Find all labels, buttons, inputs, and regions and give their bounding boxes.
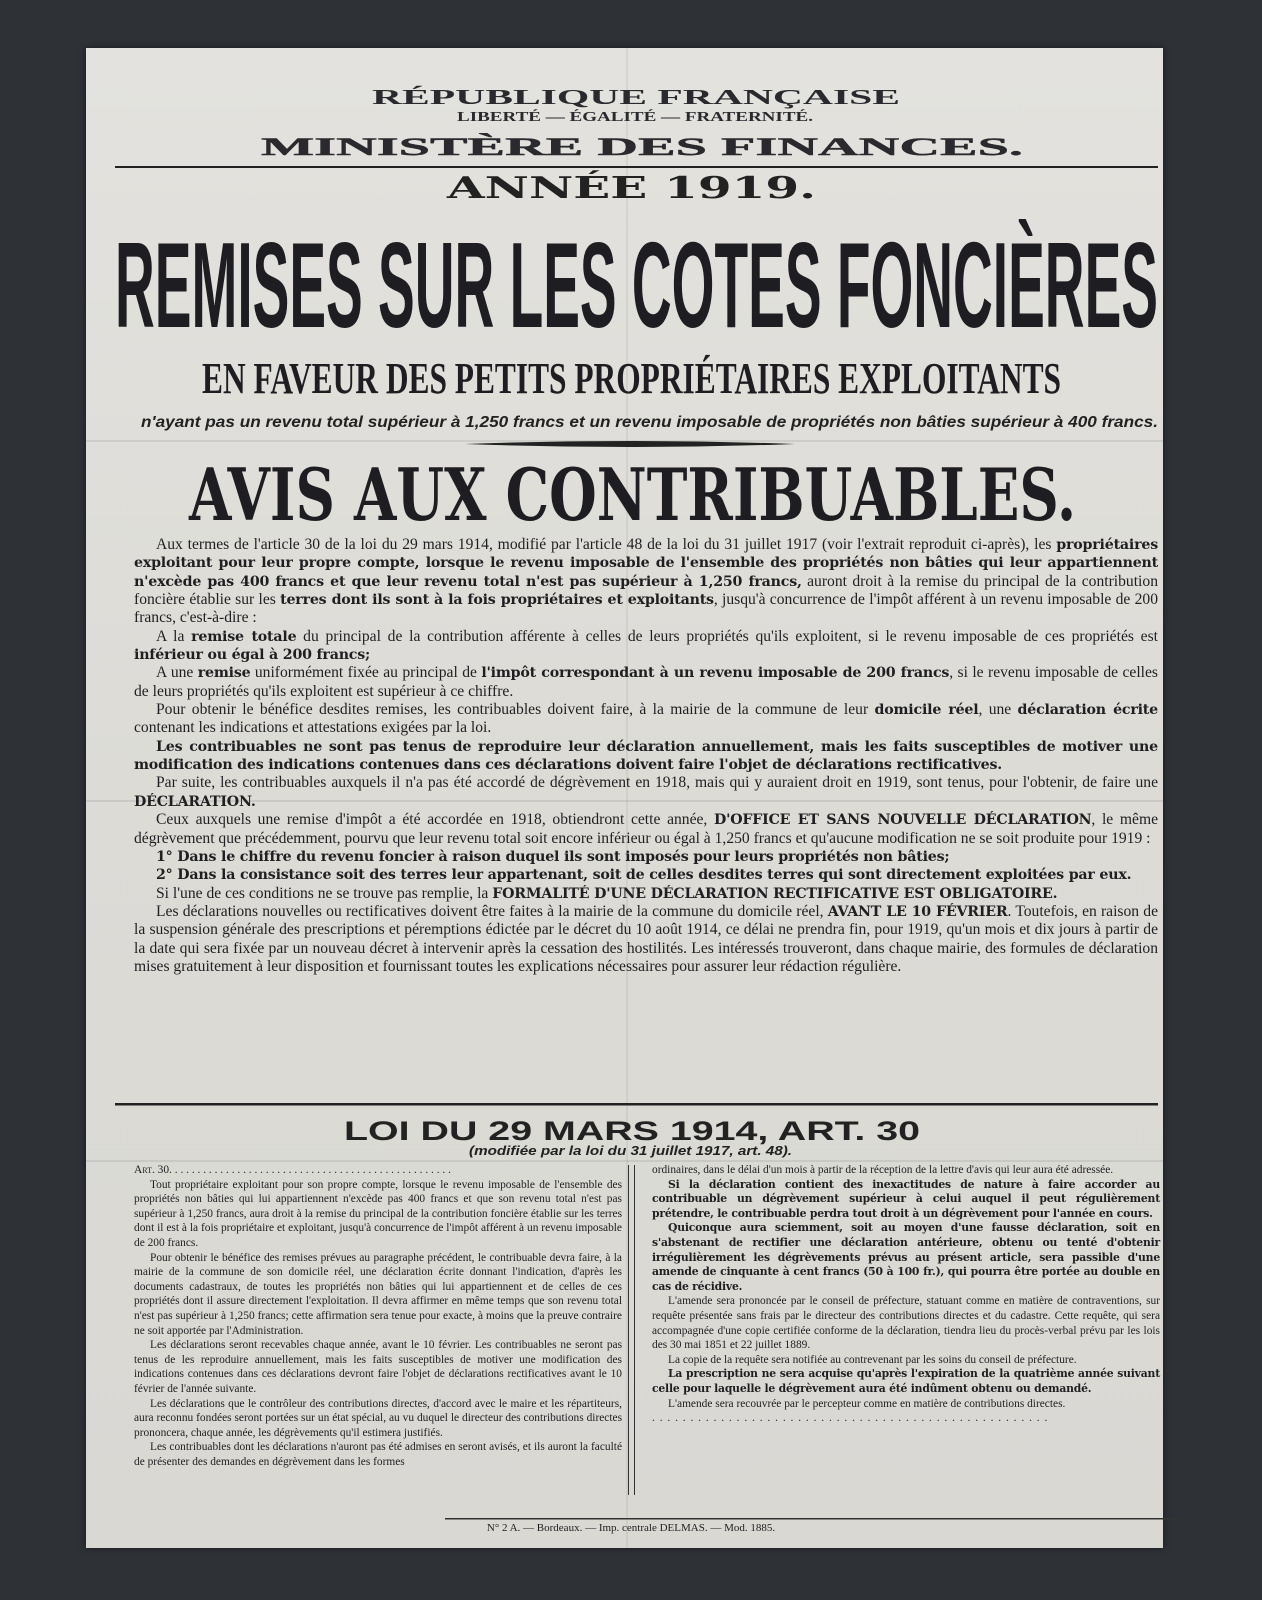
text: Pour obtenir le bénéfice des remises prévues au paragraphe précédent, le contribuable devra faire, à la mairie de la commune de son domicile réel, une déclaration écrite donnant l'indication, d'après les documents cadastraux, de toutes les propriétés non bâties qui lui appartiennent et de celles de ces propriétés dont il assure directement l'exploitation. Il devra affirmer en même temps que son revenu total n'est pas supérieur à 1,250 francs; cette affirmation sera tenue pour exacte, à moins que la preuve contraire ne soit apportée par l'Administration. [134, 1251, 622, 1337]
text: Tout propriétaire exploitant pour son propre compte, lorsque le revenu imposable de l'ensemble des propriétés non bâties qui lui appartiennent n'excède pas 400 francs et que son revenu total n'est pas supérieur à 1,250 francs, aura droit à la remise du principal de la contribution foncière établie sur les terres dont il est à la fois propriétaire et exploitant, jusqu'à concurrence de l'impôt afférent à un revenu imposable de 200 francs. [134, 1178, 622, 1249]
text: auront droit à la remise du principal de la contribution foncière établie sur les [134, 572, 1158, 609]
paragraph [652, 1294, 1160, 1352]
text: Aux termes de l'article 30 de la loi du 29 mars 1914, modifié par l'article 48 de la loi du 31 juillet 1917 (voir l'extrait reproduit ci-après), les [156, 536, 1057, 553]
paragraph [652, 1178, 1160, 1222]
paragraph [134, 701, 1158, 738]
paragraph [652, 1353, 1160, 1368]
text: Pour obtenir le bénéfice desdites remises, les contribuables doivent faire, à la mairie de la commune de leur [156, 701, 875, 719]
text: Par suite, les contribuables auxquels il n'a pas été accordé de dégrèvement en 1918, mais qui y auraient droit en 1919, sont tenus, pour l'obtenir, de faire une [156, 774, 1158, 792]
column-divider [628, 1165, 629, 1495]
text: Les déclarations seront recevables chaque année, avant le 10 février. Les contribuables ne seront pas tenus de les reproduire annuellement, mais les faits susceptibles de motiver une modification des indications contenues dans ces déclarations devront faire l'objet de déclarations rectificatives avant le 10 février de l'année suivante. [134, 1339, 622, 1395]
paragraph [652, 1397, 1160, 1412]
text: . Toutefois, en raison de la suspension générale des prescriptions et péremptions édictée par le décret du 10 août 1914, ce délai ne prendra fin, pour 1919, qu'un mois et dix jours à partir de la date qui sera fixée par un nouveau décret à intervenir après la cessation des hostilités. Les intéressés trouveront, dans chaque mairie, des formules de déclaration mises gratuitement à leur disposition et fournissant toutes les explications nécessaires pour assurer leur rédaction régulière. [134, 902, 1159, 975]
bold-text: La prescription ne sera acquise qu'après l'expiration de la quatrième année suivant celle pour laquelle le dégrèvement aura été indûment obtenu ou demandé. [652, 1367, 1160, 1395]
text: Les déclarations nouvelles ou rectificatives doivent être faites à la mairie de la commune du domicile réel, [156, 902, 828, 920]
paragraph [134, 885, 1158, 903]
bold-text: remise totale [191, 628, 297, 645]
bold-text: propriétaires exploitant pour leur propre compte, lorsque le revenu imposable de l'ensemble des propriétés non bâties qui leur appartiennent n'excède pas 400 francs et que leur revenu total n'est pas supérieur à 1,250 francs, [134, 537, 1158, 590]
end-dots: . . . . . . . . . . . . . . . . . . . . . . . . . . . . . . . . . . . . . . . . . . . . . . . . . . . . [652, 1412, 1049, 1425]
law-subtitle: (modifiée par la loi du 31 juillet 1917, art. 48). [469, 1143, 792, 1158]
section-rule [115, 1103, 1158, 1106]
text: , le même dégrèvement que précédemment, pourvu que leur revenu total soit encore inférieur ou égal à 1,250 francs et qu'aucune modification ne se soit produite pour 1919 : [134, 811, 1158, 847]
paragraph [134, 848, 1158, 866]
bold-text: terres dont ils sont à la fois propriétaires et exploitants [280, 592, 714, 609]
footer-rule [445, 1518, 1175, 1520]
year-heading: ANNÉE 1919. [447, 171, 676, 206]
bold-text: domicile réel [874, 702, 979, 719]
bold-text: Quiconque aura sciemment, soit au moyen d'une fausse déclaration, soit en s'abstenant de rectifier une déclaration antérieure, obtenu ou tenté d'obtenir irrégulièrement les dégrèvements prévus au présent article, sera passible d'une amende de cinquante à cent francs (50 à 100 fr.), qui pourra être portée au double en cas de récidive. [652, 1221, 1160, 1293]
paragraph [134, 866, 1158, 884]
paragraph [134, 774, 1158, 811]
text: contenant les indications et attestations exigées par la loi. [134, 719, 492, 737]
text: ordinaires, dans le délai d'un mois à partir de la réception de la lettre d'avis qui leur aura été adressée. [652, 1164, 1114, 1176]
text: A une [156, 664, 198, 682]
paragraph [134, 1338, 622, 1396]
eligibility-condition: n'ayant pas un revenu total supérieur à 1,250 francs et un revenu imposable de propriétés non bâties supérieur à 400 francs. [141, 414, 1158, 431]
ministry-heading: MINISTÈRE DES FINANCES. [261, 134, 600, 161]
subtitle: EN FAVEUR DES PETITS PROPRIÉTAIRES EXPLOITANTS [202, 354, 1061, 403]
paragraph [134, 1178, 622, 1251]
text: , si le revenu imposable de celles de leurs propriétés qu'ils exploitent est supérieur à ce chiffre. [134, 664, 1158, 700]
bold-text: Les contribuables ne sont pas tenus de reproduire leur déclaration annuellement, mais les faits susceptibles de motiver une modification des indications contenues dans ces déclarations doivent faire l'objet de déclarations rectificatives. [134, 738, 1158, 774]
text: L'amende sera prononcée par le conseil de préfecture, statuant comme en matière de contraventions, sur requête présentée sans frais par le directeur des contributions directes et du cadastre. Cette requête, qui sera accompagnée d'une copie certifiée conforme de la déclaration, tiendra lieu du procès-verbal prévu par les lois des 30 mai 1851 et 22 juillet 1889. [652, 1295, 1160, 1352]
republic-heading: RÉPUBLIQUE FRANÇAISE [372, 85, 900, 109]
paragraph [652, 1367, 1160, 1396]
bold-text: AVANT LE 10 FÉVRIER [827, 903, 1008, 920]
text: , une [978, 701, 1018, 719]
text: , jusqu'à concurrence de l'impôt afférent à un revenu imposable de 200 francs, c'est-à-dire : [134, 591, 1159, 627]
law-title: LOI DU 29 MARS 1914, ART. 30 [344, 1116, 920, 1146]
law-text-left-column [134, 1163, 622, 1469]
paragraph [652, 1163, 1160, 1178]
bold-text: 2° Dans la consistance soit des terres leur appartenant, soit de celles desdites terres qui sont directement exploitées par eux. [156, 867, 1132, 884]
text: L'amende sera recouvrée par le percepteur comme en matière de contributions directes. [668, 1397, 1066, 1410]
bold-text: déclaration écrite [1017, 702, 1158, 719]
text: du principal de la contribution afférente à celles de leurs propriétés qu'ils exploitent, si le revenu imposable de ces propriétés est [296, 627, 1158, 645]
paragraph [134, 1397, 622, 1441]
paragraph [134, 811, 1158, 848]
notice-body [134, 536, 1158, 976]
paragraph [652, 1221, 1160, 1294]
main-title: REMISES SUR LES COTES FONCIÈRES [115, 217, 1158, 353]
paragraph [134, 738, 1158, 775]
paragraph [134, 536, 1158, 628]
text: Ceux auxquels une remise d'impôt a été accordée en 1918, obtiendront cette année, [156, 811, 714, 829]
text: Les déclarations que le contrôleur des contributions directes, d'accord avec le maire et les répartiteurs, aura reconnu fondées seront portées sur un état spécial, au vu duquel le directeur des contributions directes prononcera, chaque année, les dégrèvements qu'il estimera justifiés. [134, 1397, 622, 1439]
text: Si l'une de ces conditions ne se trouve pas remplie, la [156, 884, 493, 902]
paragraph [134, 628, 1158, 665]
motto: LIBERTÉ — ÉGALITÉ — FRATERNITÉ. [457, 110, 719, 125]
bold-text: D'OFFICE ET SANS NOUVELLE DÉCLARATION [714, 812, 1092, 829]
bold-text: DÉCLARATION. [134, 793, 256, 810]
article-label: Art. 30. . . . . . . . . . . . . . . . . . . . . . . . . . . . . . . . . . . . . . . . . . . . . . . . . . [134, 1164, 451, 1176]
text: Les contribuables dont les déclarations n'auront pas été admises en seront avisés, et ils auront la faculté de présenter des demandes en dégrèvement dans les formes [134, 1441, 622, 1468]
bold-text: l'impôt correspondant à un revenu imposable de 200 francs [481, 665, 950, 682]
bold-text: 1° Dans le chiffre du revenu foncier à raison duquel ils sont imposés pour leurs propriétés non bâties; [156, 848, 950, 865]
text: La copie de la requête sera notifiée au contrevenant par les soins du conseil de préfecture. [668, 1353, 1077, 1366]
notice-heading: AVIS AUX CONTRIBUABLES. [188, 452, 1077, 537]
paragraph [134, 1440, 622, 1469]
printer-imprint: N° 2 A. — Bordeaux. — Imp. centrale DELMAS. — Mod. 1885. [486, 1522, 776, 1534]
paragraph [134, 664, 1158, 701]
bold-text: remise [197, 665, 251, 682]
paragraph [134, 903, 1158, 976]
text: A la [156, 627, 192, 645]
paragraph [134, 1251, 622, 1339]
bold-text: inférieur ou égal à 200 francs; [134, 647, 371, 664]
bold-text: FORMALITÉ D'UNE DÉCLARATION RECTIFICATIVE EST OBLIGATOIRE. [492, 885, 1058, 902]
ornament-divider [465, 441, 795, 447]
law-text-right-column [652, 1163, 1160, 1426]
header-rule [115, 166, 1158, 168]
text: uniformément fixée au principal de [250, 664, 482, 682]
bold-text: Si la déclaration contient des inexactitudes de nature à faire accorder au contribuable un dégrèvement supérieur à celui auquel il peut régulièrement prétendre, le contribuable perdra tout droit à un dégrèvement pour l'année en cours. [652, 1177, 1160, 1220]
column-divider [634, 1165, 635, 1495]
